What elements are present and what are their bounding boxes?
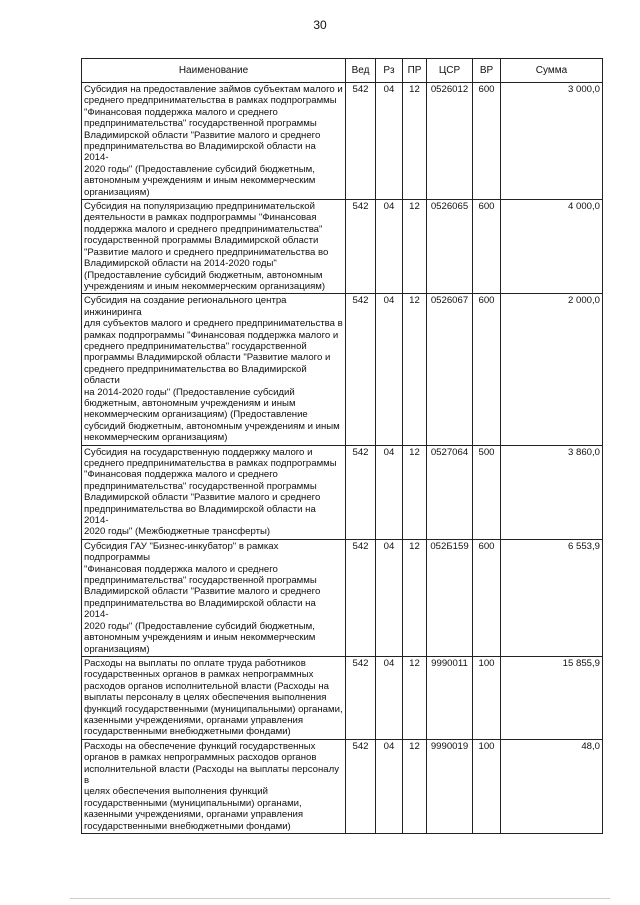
row-pr: 12 <box>403 739 427 833</box>
table-row <box>82 445 603 539</box>
row-vr: 600 <box>473 83 501 200</box>
row-name: Расходы на выплаты по оплате труда работников государственных органов в рамках непрограммных расходов органов исполнительной власти (Расходы на выплаты персоналу в целях обеспечения выполнения функций государственными (муниципальными) органами, казенными учреждениями, органами управления государственными внебюджетными фондами) <box>82 656 346 739</box>
row-pr: 12 <box>403 83 427 200</box>
row-ved: 542 <box>346 739 376 833</box>
row-sum: 6 553,9 <box>501 539 603 656</box>
row-vr: 600 <box>473 200 501 294</box>
row-sum: 2 000,0 <box>501 294 603 445</box>
table-row <box>82 83 603 200</box>
row-name: Субсидия ГАУ "Бизнес-инкубатор" в рамках подпрограммы "Финансовая поддержка малого и среднего предпринимательства" государственной программы Владимирской области "Развитие малого и среднего предпринимательства во Владимирской области на 2014- 2020 годы" (Предоставление субсидий бюджетным, автономным учреждениям и иным некоммерческим организациям) <box>82 539 346 656</box>
table-row <box>82 739 603 833</box>
row-pr: 12 <box>403 539 427 656</box>
col-header-rz: Рз <box>376 59 403 83</box>
row-ved: 542 <box>346 294 376 445</box>
row-rz: 04 <box>376 83 403 200</box>
row-rz: 04 <box>376 539 403 656</box>
budget-table <box>81 58 603 834</box>
row-csr: 0526067 <box>427 294 473 445</box>
row-sum: 15 855,9 <box>501 656 603 739</box>
row-name: Субсидия на государственную поддержку малого и среднего предпринимательства в рамках подпрограммы "Финансовая поддержка малого и среднего предпринимательства" государственной программы Владимирской области "Развитие малого и среднего предпринимательства во Владимирской области на 2014- 2020 годы" (Межбюджетные трансферты) <box>82 445 346 539</box>
row-ved: 542 <box>346 539 376 656</box>
row-csr: 0526065 <box>427 200 473 294</box>
row-sum: 4 000,0 <box>501 200 603 294</box>
row-csr: 9990011 <box>427 656 473 739</box>
row-rz: 04 <box>376 739 403 833</box>
row-csr: 0527064 <box>427 445 473 539</box>
row-name: Расходы на обеспечение функций государственных органов в рамках непрограммных расходов органов исполнительной власти (Расходы на выплаты персоналу в целях обеспечения выполнения функций государственными (муниципальными) органами, казенными учреждениями, органами управления государственными внебюджетными фондами) <box>82 739 346 833</box>
row-rz: 04 <box>376 445 403 539</box>
row-ved: 542 <box>346 83 376 200</box>
table-row <box>82 539 603 656</box>
row-name: Субсидия на создание регионального центра инжиниринга для субъектов малого и среднего предпринимательства в рамках подпрограммы "Финансовая поддержка малого и среднего предпринимательства" государственной программы Владимирской области "Развитие малого и среднего предпринимательства во Владимирской области на 2014-2020 годы" (Предоставление субсидий бюджетным, автономным учреждениям и иным некоммерческим организациям) (Предоставление субсидий бюджетным, автономным учреждениям и иным некоммерческим организациям) <box>82 294 346 445</box>
row-sum: 3 860,0 <box>501 445 603 539</box>
row-ved: 542 <box>346 200 376 294</box>
col-header-pr: ПР <box>403 59 427 83</box>
row-rz: 04 <box>376 200 403 294</box>
col-header-name: Наименование <box>82 59 346 83</box>
col-header-sum: Сумма <box>501 59 603 83</box>
col-header-csr: ЦСР <box>427 59 473 83</box>
page-bottom-divider <box>70 898 610 899</box>
row-vr: 500 <box>473 445 501 539</box>
col-header-vr: ВР <box>473 59 501 83</box>
row-name: Субсидия на предоставление займов субъектам малого и среднего предпринимательства в рамках подпрограммы "Финансовая поддержка малого и среднего предпринимательства" государственной программы Владимирской области "Развитие малого и среднего предпринимательства во Владимирской области на 2014- 2020 годы" (Предоставление субсидий бюджетным, автономным учреждениям и иным некоммерческим организациям) <box>82 83 346 200</box>
row-vr: 100 <box>473 739 501 833</box>
row-csr: 0526012 <box>427 83 473 200</box>
table-row <box>82 294 603 445</box>
header-row <box>82 59 603 83</box>
row-csr: 052Б159 <box>427 539 473 656</box>
row-pr: 12 <box>403 656 427 739</box>
table-row <box>82 200 603 294</box>
row-vr: 100 <box>473 656 501 739</box>
row-vr: 600 <box>473 294 501 445</box>
row-rz: 04 <box>376 656 403 739</box>
table-row <box>82 656 603 739</box>
row-pr: 12 <box>403 294 427 445</box>
row-sum: 3 000,0 <box>501 83 603 200</box>
row-ved: 542 <box>346 656 376 739</box>
row-ved: 542 <box>346 445 376 539</box>
page-number: 30 <box>313 18 327 32</box>
row-rz: 04 <box>376 294 403 445</box>
row-vr: 600 <box>473 539 501 656</box>
row-csr: 9990019 <box>427 739 473 833</box>
col-header-ved: Вед <box>346 59 376 83</box>
row-sum: 48,0 <box>501 739 603 833</box>
row-pr: 12 <box>403 200 427 294</box>
row-name: Субсидия на популяризацию предпринимательской деятельности в рамках подпрограммы "Финансовая поддержка малого и среднего предпринимательства" государственной программы Владимирской области "Развитие малого и среднего предпринимательства во Владимирской области на 2014-2020 годы" (Предоставление субсидий бюджетным, автономным учреждениям и иным некоммерческим организациям) <box>82 200 346 294</box>
row-pr: 12 <box>403 445 427 539</box>
